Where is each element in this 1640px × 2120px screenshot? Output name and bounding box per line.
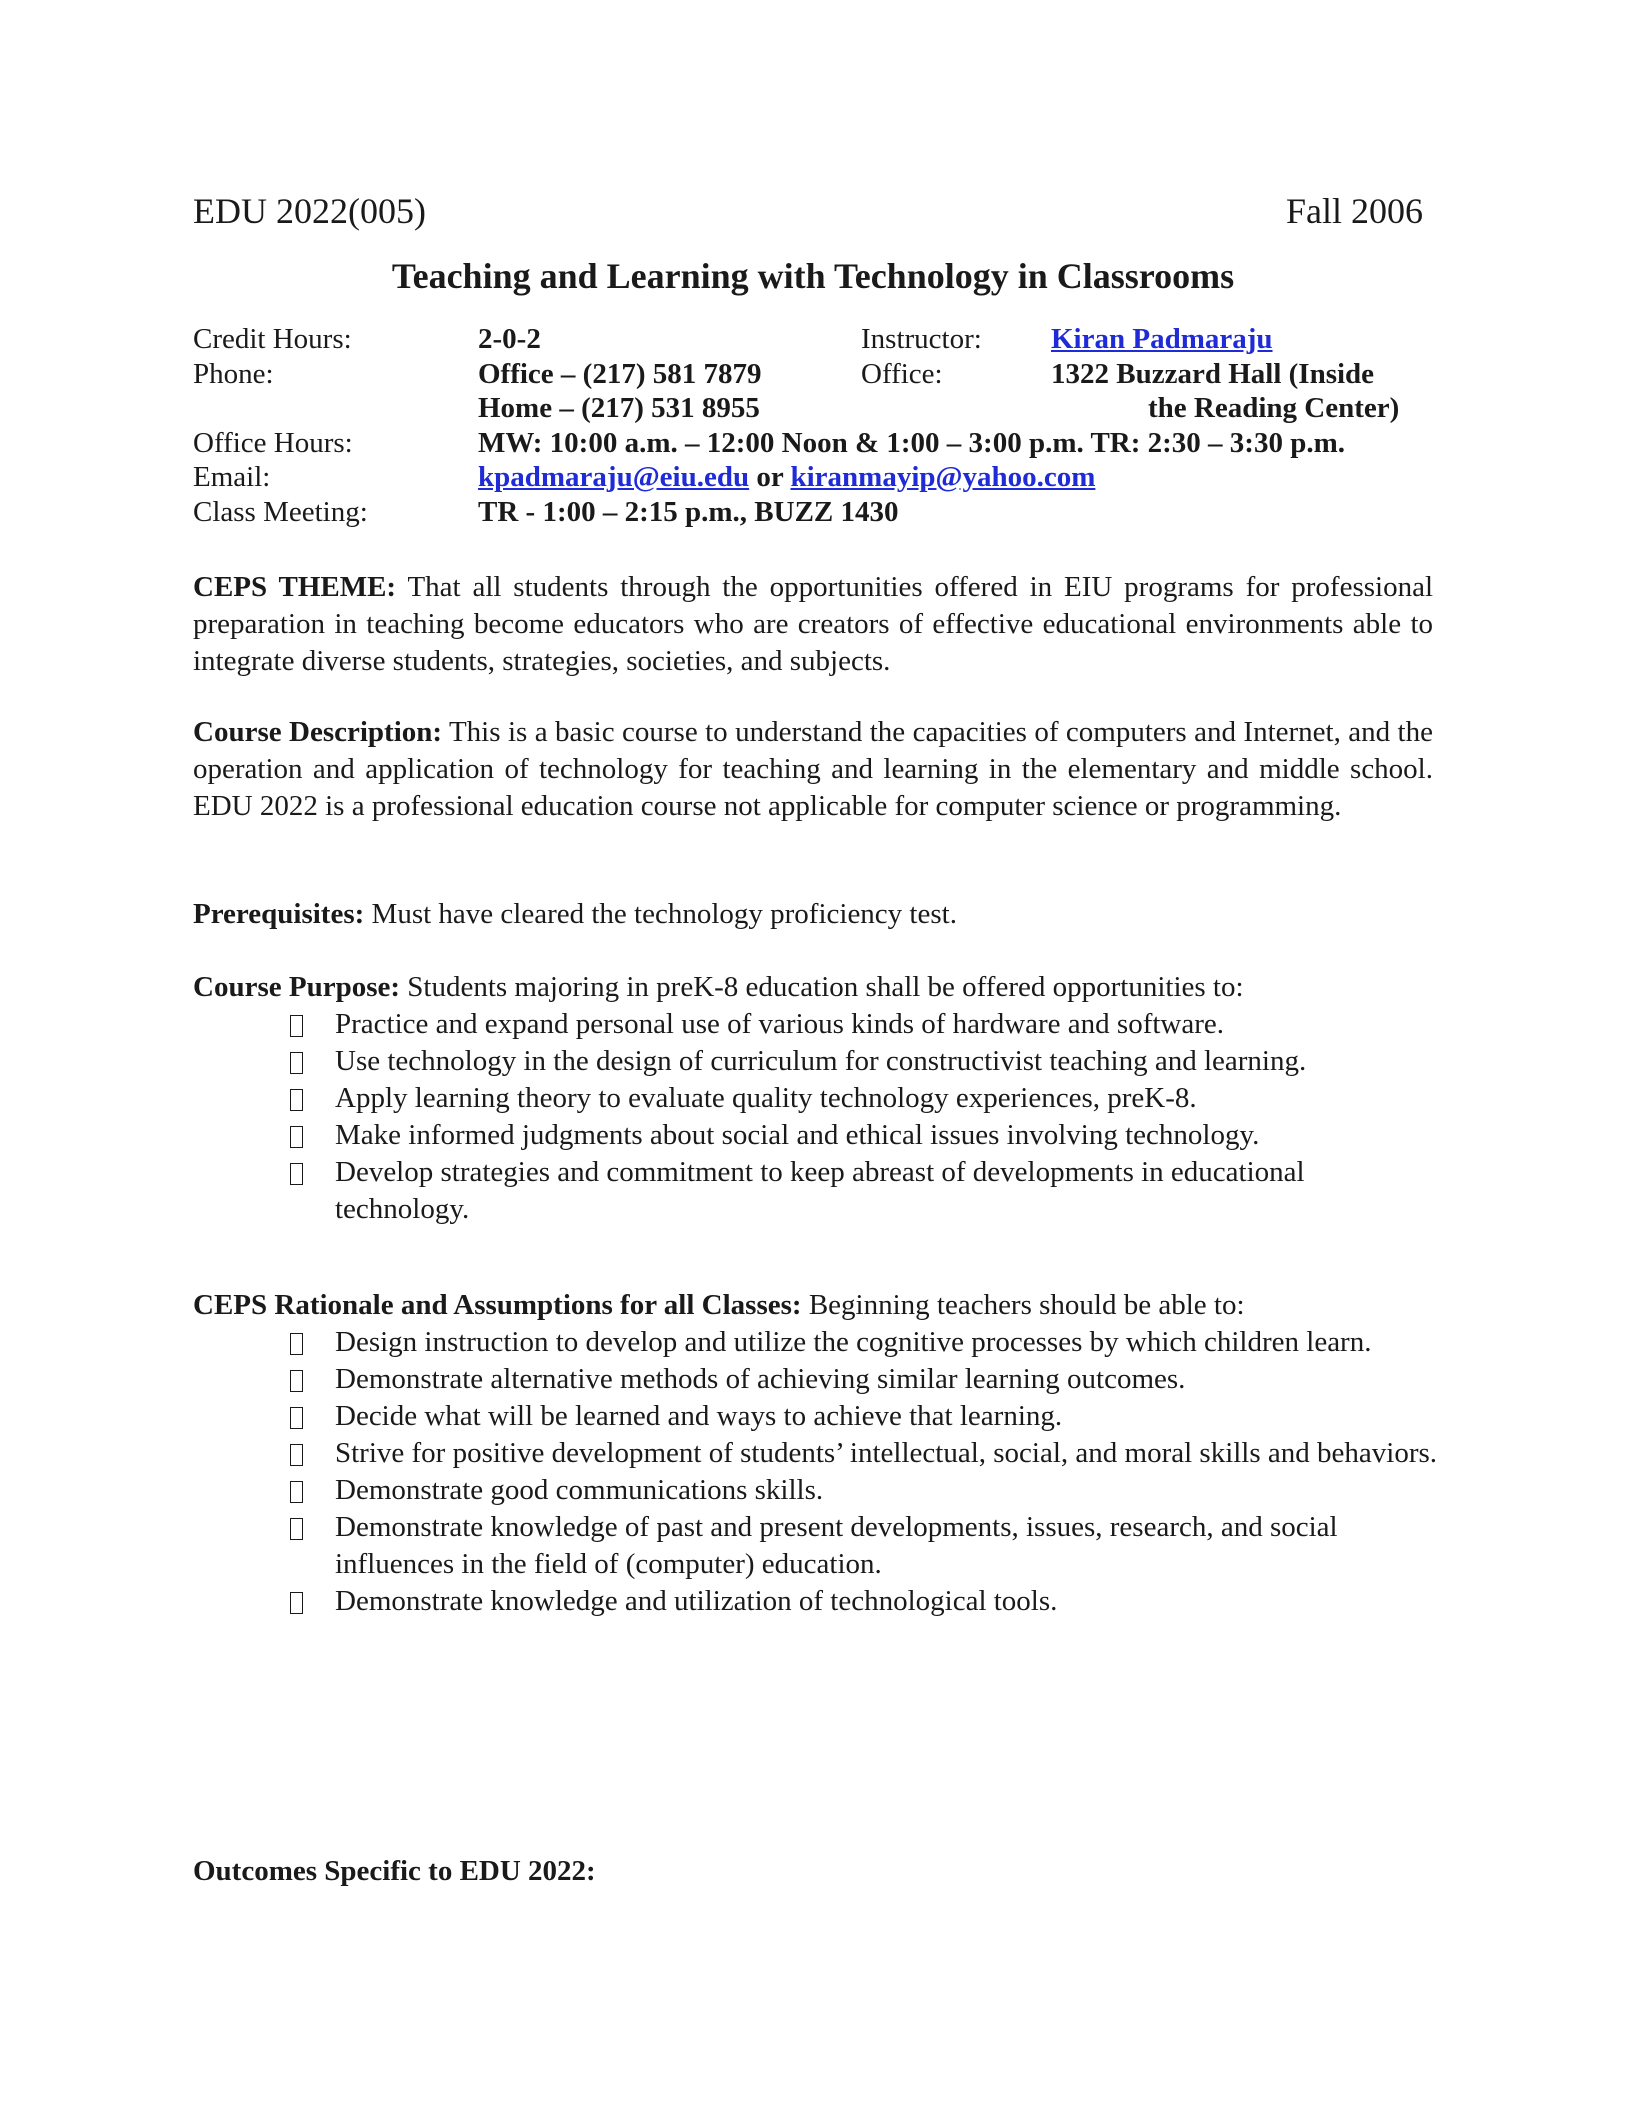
email-or: or: [749, 461, 791, 493]
email-primary-link[interactable]: kpadmaraju@eiu.edu: [478, 461, 750, 493]
ceps-theme-text: That all students through the opportunities offered in EIU programs for professional preparation in teaching become educators who are creators of effective educational environments able to integrate diverse students, strategies, societies, and subjects.: [193, 571, 1434, 677]
course-header: [193, 190, 1423, 238]
phone-home: Home – (217) 531 8955: [478, 392, 760, 424]
list-item: Make informed judgments about social and ethical issues involving technology.: [285, 1117, 1445, 1154]
list-item: Apply learning theory to evaluate quality technology experiences, preK-8.: [285, 1080, 1445, 1117]
bullet-box-icon: [290, 1089, 303, 1111]
email-row: [193, 460, 1453, 495]
course-purpose-paragraph: [193, 969, 1433, 1006]
bullet-box-icon: [290, 1333, 303, 1355]
list-item: Develop strategies and commitment to keep abreast of developments in educational technology.: [285, 1154, 1445, 1228]
course-description-text: This is a basic course to understand the capacities of computers and Internet, and the operation and application of technology for teaching and learning in the elementary and middle school. EDU 2022 is a professional education course not applicable for computer science or programming.: [193, 716, 1433, 822]
phone-office: Office – (217) 581 7879: [478, 357, 762, 390]
instructor-name-link[interactable]: Kiran Padmaraju: [1051, 323, 1273, 355]
class-meeting-row: [193, 495, 1453, 530]
ceps-rationale-text: Beginning teachers should be able to:: [801, 1289, 1245, 1321]
credit-hours-label: Credit Hours:: [193, 323, 352, 355]
ceps-theme-label: CEPS THEME:: [193, 571, 397, 603]
ceps-theme-paragraph: [193, 569, 1433, 680]
list-item: Demonstrate alternative methods of achieving similar learning outcomes.: [285, 1361, 1445, 1398]
bullet-box-icon: [290, 1518, 303, 1540]
course-purpose-list: [285, 1006, 1445, 1228]
course-code: EDU 2022(005): [193, 191, 426, 231]
list-item: Demonstrate knowledge and utilization of technological tools.: [285, 1583, 1445, 1620]
list-item: Use technology in the design of curriculum for constructivist teaching and learning.: [285, 1043, 1445, 1080]
outcomes-heading: Outcomes Specific to EDU 2022:: [193, 1855, 596, 1887]
prerequisites-paragraph: [193, 896, 1433, 933]
office-hours-value: MW: 10:00 a.m. – 12:00 Noon & 1:00 – 3:00 p.m. TR: 2:30 – 3:30 p.m.: [478, 426, 1345, 459]
office-label: Office:: [861, 357, 943, 390]
email-secondary-link[interactable]: kiranmayip@yahoo.com: [790, 461, 1096, 493]
prerequisites-label: Prerequisites:: [193, 898, 365, 930]
email-values: [478, 460, 1095, 495]
page-title: Teaching and Learning with Technology in Classrooms: [391, 256, 1235, 296]
phone-home-row: [193, 391, 1453, 426]
bullet-box-icon: [290, 1481, 303, 1503]
list-item: Design instruction to develop and utilize the cognitive processes by which children learn.: [285, 1324, 1445, 1361]
bullet-box-icon: [290, 1015, 303, 1037]
ceps-rationale-list: [285, 1324, 1445, 1620]
credit-hours-value: 2-0-2: [478, 323, 541, 355]
course-description-label: Course Description:: [193, 716, 443, 748]
bullet-box-icon: [290, 1126, 303, 1148]
course-info: [193, 322, 1453, 529]
office-hours-label: Office Hours:: [193, 426, 353, 459]
ceps-rationale-label: CEPS Rationale and Assumptions for all Classes:: [193, 1289, 802, 1321]
course-purpose-label: Course Purpose:: [193, 971, 401, 1003]
list-item: Strive for positive development of students’ intellectual, social, and moral skills and behaviors.: [285, 1435, 1445, 1472]
list-item: Decide what will be learned and ways to achieve that learning.: [285, 1398, 1445, 1435]
office-line1: 1322 Buzzard Hall (Inside: [1051, 357, 1375, 390]
list-item: Demonstrate good communications skills.: [285, 1472, 1445, 1509]
bullet-box-icon: [290, 1444, 303, 1466]
term: Fall 2006: [1285, 191, 1423, 231]
bullet-box-icon: [290, 1407, 303, 1429]
list-item: Practice and expand personal use of various kinds of hardware and software.: [285, 1006, 1445, 1043]
phone-label: Phone:: [193, 357, 274, 390]
office-hours-row: [193, 426, 1453, 461]
class-meeting-value: TR - 1:00 – 2:15 p.m., BUZZ 1430: [478, 495, 899, 528]
instructor-label: Instructor:: [861, 323, 982, 355]
bullet-box-icon: [290, 1163, 303, 1185]
ceps-rationale-paragraph: [193, 1287, 1433, 1324]
prerequisites-text: Must have cleared the technology proficiency test.: [364, 898, 957, 930]
bullet-box-icon: [290, 1370, 303, 1392]
bullet-box-icon: [290, 1592, 303, 1614]
class-meeting-label: Class Meeting:: [193, 495, 368, 528]
office-line2: the Reading Center): [1148, 392, 1400, 424]
email-label: Email:: [193, 461, 271, 493]
list-item: Demonstrate knowledge of past and present developments, issues, research, and social influences in the field of (computer) education.: [285, 1509, 1445, 1583]
bullet-box-icon: [290, 1052, 303, 1074]
credit-hours-row: [193, 322, 1453, 357]
course-description-paragraph: [193, 714, 1433, 825]
phone-row: [193, 357, 1453, 392]
course-purpose-text: Students majoring in preK-8 education shall be offered opportunities to:: [400, 971, 1244, 1003]
